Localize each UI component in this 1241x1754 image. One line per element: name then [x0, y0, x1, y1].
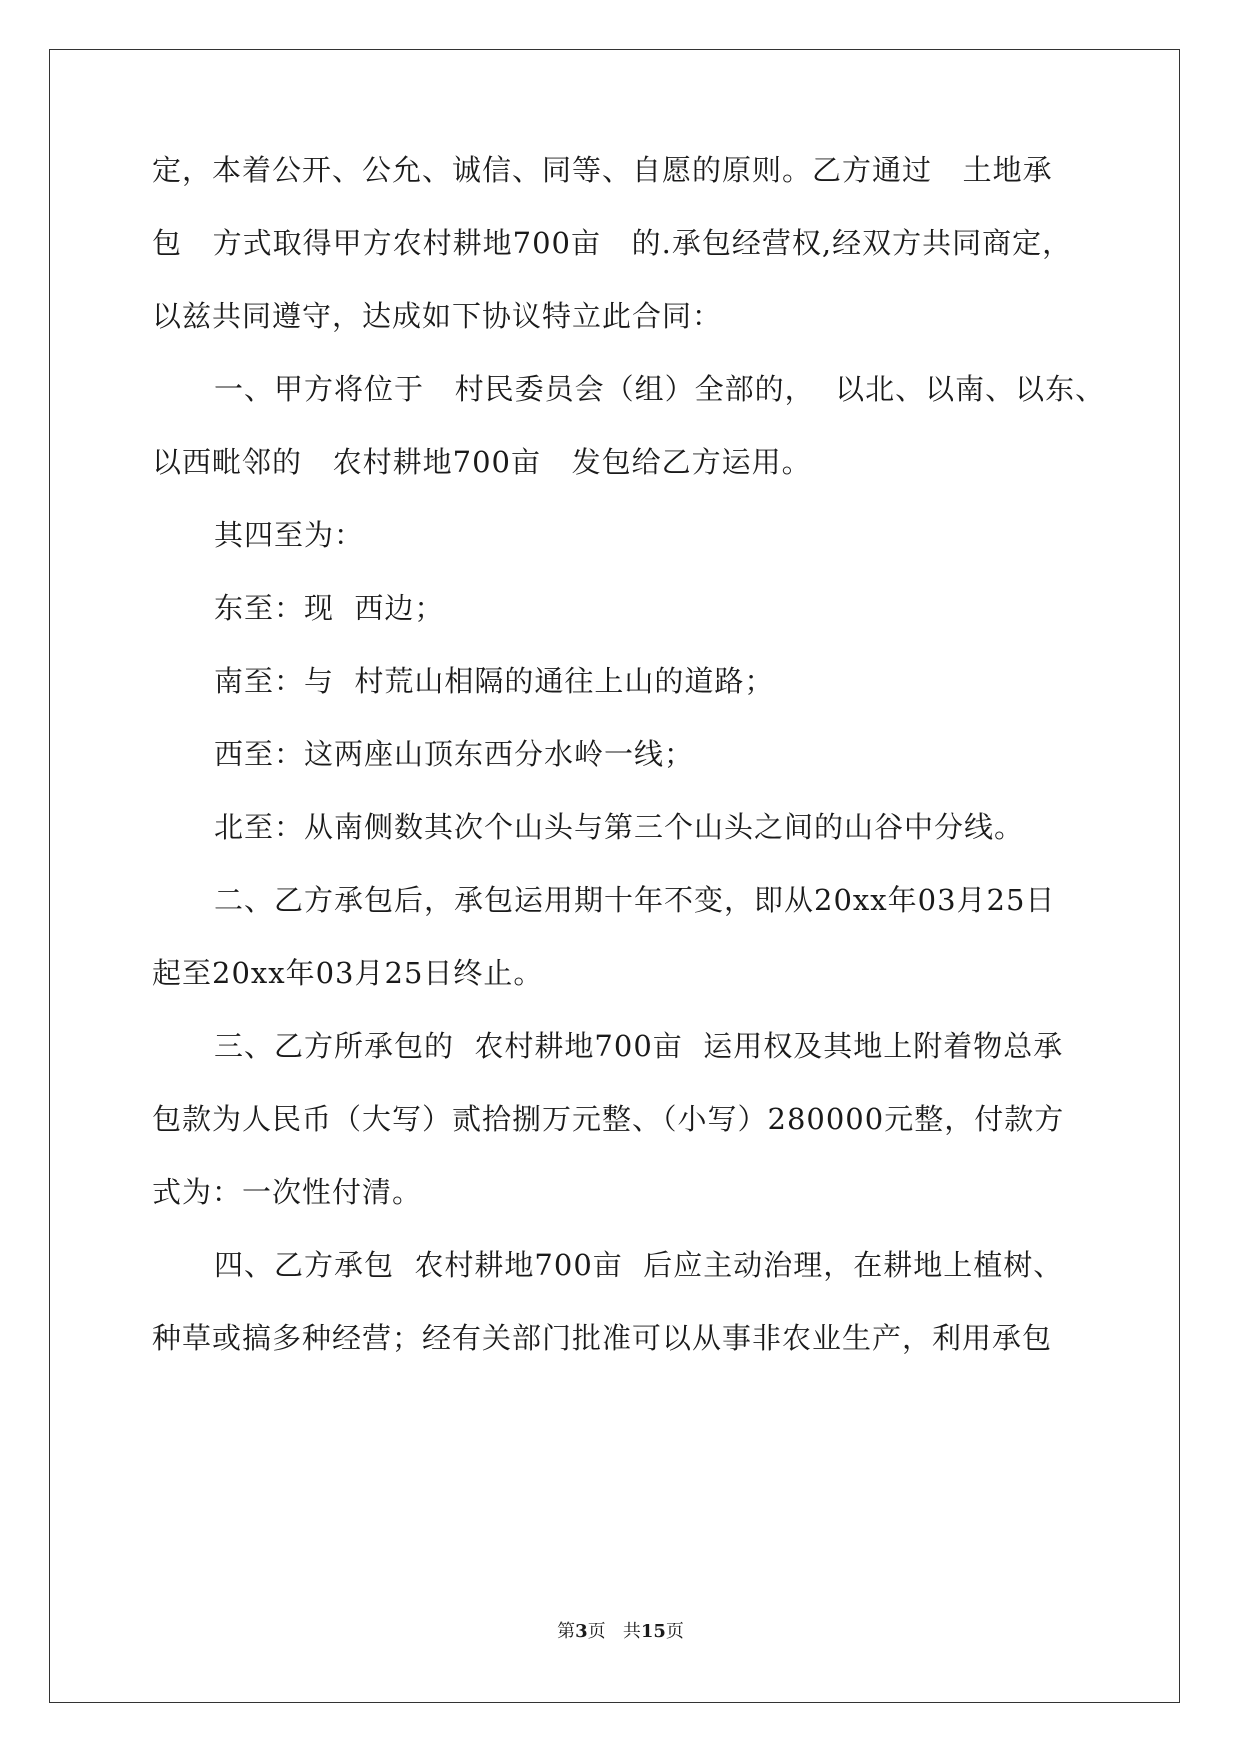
text-line: 起至20xx年03月25日终止。: [152, 956, 544, 990]
text-line: 三、乙方所承包的 农村耕地700亩 运用权及其地上附着物总承: [214, 1029, 1064, 1063]
text-line: 包 方式取得甲方农村耕地700亩 的.承包经营权,经双方共同商定，: [152, 226, 1073, 260]
page-footer: [0, 1620, 1241, 1644]
text-line: 南至：与 村荒山相隔的通往上山的道路；: [214, 664, 775, 698]
page-suffix: 页: [587, 1621, 606, 1642]
text-line: 定，本着公开、公允、诚信、同等、自愿的原则。乙方通过 土地承: [152, 153, 1053, 187]
text-line: 以兹共同遵守，达成如下协议特立此合同：: [152, 299, 723, 333]
text-line: 一、甲方将位于 村民委员会（组）全部的， 以北、以南、以东、: [214, 372, 1106, 406]
page-number: 3: [575, 1621, 588, 1642]
total-pages: 15: [640, 1621, 666, 1642]
text-line: 以西毗邻的 农村耕地700亩 发包给乙方运用。: [152, 445, 812, 479]
text-line: 四、乙方承包 农村耕地700亩 后应主动治理，在耕地上植树、: [214, 1248, 1064, 1282]
total-prefix: 共: [622, 1621, 641, 1642]
text-line: 西至：这两座山顶东西分水岭一线；: [214, 737, 695, 771]
text-line: 包款为人民币（大写）贰拾捌万元整、（小写）280000元整，付款方: [152, 1102, 1065, 1136]
page-prefix: 第: [557, 1621, 576, 1642]
text-line: 二、乙方承包后，承包运用期十年不变，即从20xx年03月25日: [214, 883, 1056, 917]
text-line: 式为：一次性付清。: [152, 1175, 423, 1209]
text-line: 其四至为：: [214, 518, 365, 552]
text-line: 北至：从南侧数其次个山头与第三个山头之间的山谷中分线。: [214, 810, 1025, 844]
total-suffix: 页: [665, 1621, 684, 1642]
text-line: 种草或搞多种经营；经有关部门批准可以从事非农业生产，利用承包: [152, 1321, 1053, 1355]
text-line: 东至：现 西边；: [214, 591, 445, 625]
